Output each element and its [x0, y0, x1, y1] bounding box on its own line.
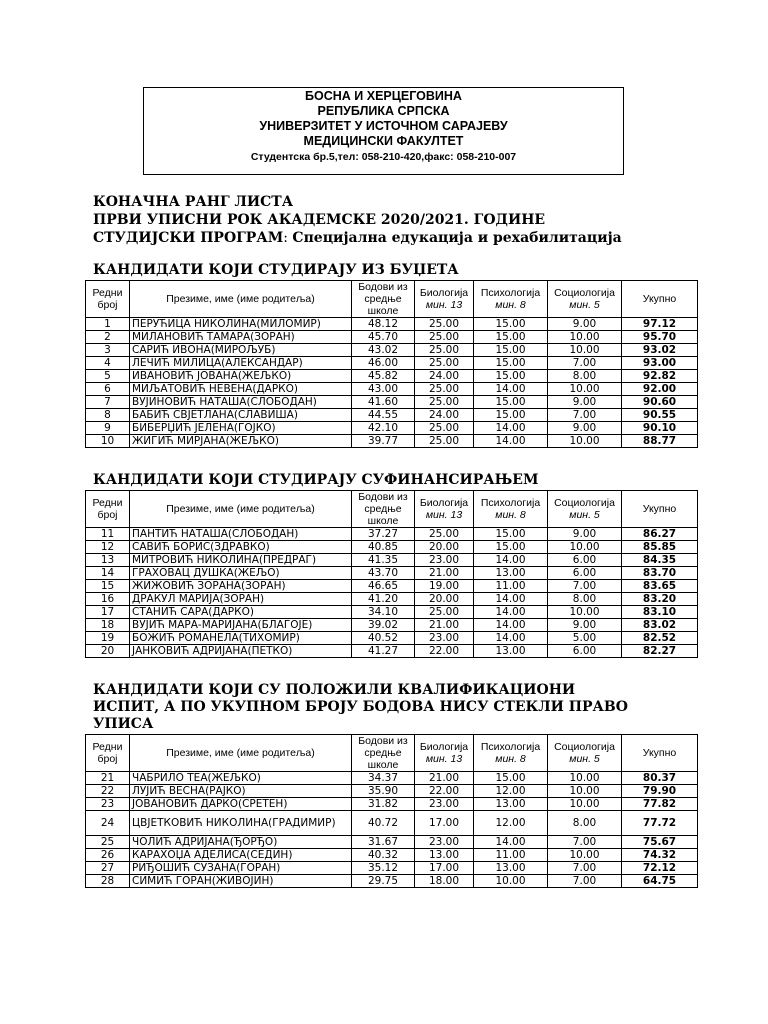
cell-psychology: 13.00: [474, 798, 548, 811]
cell-biology: 22.00: [415, 645, 474, 658]
col-rank: Редни број: [86, 735, 130, 772]
cell-name: ЛУЈИЋ ВЕСНА(РАЈКО): [130, 785, 352, 798]
cell-rank: 1: [86, 318, 130, 331]
cell-total: 93.00: [622, 357, 698, 370]
cell-name: СИМИЋ ГОРАН(ЖИВОЈИН): [130, 875, 352, 888]
col-rank: Редни број: [86, 281, 130, 318]
col-bio-label: Биологија: [419, 741, 469, 753]
cell-sociology: 10.00: [548, 772, 622, 785]
table-row: [86, 645, 698, 658]
cell-name: САВИЋ БОРИС(ЗДРАВКО): [130, 541, 352, 554]
cell-name: ИВАНОВИЋ ЈОВАНА(ЖЕЉКО): [130, 370, 352, 383]
cell-biology: 25.00: [415, 435, 474, 448]
cell-school-points: 45.82: [352, 370, 415, 383]
cell-name: РИЂОШИЋ СУЗАНА(ГОРАН): [130, 862, 352, 875]
table-row: [86, 811, 698, 836]
cell-sociology: 9.00: [548, 396, 622, 409]
cell-school-points: 40.85: [352, 541, 415, 554]
cell-school-points: 46.65: [352, 580, 415, 593]
cell-rank: 4: [86, 357, 130, 370]
cell-biology: 25.00: [415, 331, 474, 344]
cell-biology: 23.00: [415, 798, 474, 811]
cell-name: СТАНИЋ САРА(ДАРКО): [130, 606, 352, 619]
cell-biology: 21.00: [415, 567, 474, 580]
cell-total: 77.72: [622, 811, 698, 836]
cell-biology: 25.00: [415, 344, 474, 357]
cell-total: 97.12: [622, 318, 698, 331]
table-row: [86, 632, 698, 645]
cell-school-points: 46.00: [352, 357, 415, 370]
cell-biology: 18.00: [415, 875, 474, 888]
cell-psychology: 13.00: [474, 862, 548, 875]
col-name: Презиме, име (име родитеља): [130, 491, 352, 528]
table-row: [86, 567, 698, 580]
col-total: Укупно: [622, 281, 698, 318]
cell-psychology: 15.00: [474, 357, 548, 370]
cell-total: 64.75: [622, 875, 698, 888]
cell-biology: 22.00: [415, 785, 474, 798]
table-row: [86, 554, 698, 567]
cell-sociology: 5.00: [548, 632, 622, 645]
cell-total: 88.77: [622, 435, 698, 448]
title-line-1: КОНАЧНА РАНГ ЛИСТА: [93, 194, 294, 210]
cell-name: МИТРОВИЋ НИКОЛИНА(ПРЕДРАГ): [130, 554, 352, 567]
cell-sociology: 10.00: [548, 383, 622, 396]
cell-total: 85.85: [622, 541, 698, 554]
cell-school-points: 42.10: [352, 422, 415, 435]
title-program: СТУДИЈСКИ ПРОГРАМ: Специјална едукација и рехабилитација: [93, 230, 622, 246]
cell-school-points: 40.72: [352, 811, 415, 836]
cell-school-points: 34.10: [352, 606, 415, 619]
cell-biology: 23.00: [415, 632, 474, 645]
cell-biology: 25.00: [415, 396, 474, 409]
cell-sociology: 9.00: [548, 528, 622, 541]
cell-name: БИБЕРЏИЋ ЈЕЛЕНА(ГОЈКО): [130, 422, 352, 435]
cell-biology: 21.00: [415, 619, 474, 632]
cell-sociology: 10.00: [548, 435, 622, 448]
col-psy-min: мин. 8: [495, 299, 526, 311]
cell-psychology: 14.00: [474, 554, 548, 567]
cell-name: ЛЕЧИЋ МИЛИЦА(АЛЕКСАНДАР): [130, 357, 352, 370]
cell-name: БОЖИЋ РОМАНЕЛА(ТИХОМИР): [130, 632, 352, 645]
cell-biology: 19.00: [415, 580, 474, 593]
cell-total: 83.02: [622, 619, 698, 632]
cell-sociology: 9.00: [548, 619, 622, 632]
cell-sociology: 6.00: [548, 554, 622, 567]
cell-total: 83.10: [622, 606, 698, 619]
cell-sociology: 7.00: [548, 862, 622, 875]
cell-school-points: 41.27: [352, 645, 415, 658]
cell-name: ПАНТИЋ НАТАША(СЛОБОДАН): [130, 528, 352, 541]
table-row: [86, 396, 698, 409]
cell-sociology: 7.00: [548, 836, 622, 849]
cell-name: ДРАКУЛ МАРИЈА(ЗОРАН): [130, 593, 352, 606]
cell-rank: 6: [86, 383, 130, 396]
cell-psychology: 14.00: [474, 606, 548, 619]
col-psy-label: Психологија: [480, 741, 541, 753]
section-title-cofinanced: КАНДИДАТИ КОЈИ СТУДИРАЈУ СУФИНАНСИРАЊЕМ: [93, 472, 539, 488]
cell-name: ПЕРУЋИЦА НИКОЛИНА(МИЛОМИР): [130, 318, 352, 331]
col-soc-min: мин. 5: [569, 753, 600, 765]
cell-total: 86.27: [622, 528, 698, 541]
cell-biology: 25.00: [415, 606, 474, 619]
table-row: [86, 357, 698, 370]
cell-psychology: 11.00: [474, 849, 548, 862]
cell-rank: 23: [86, 798, 130, 811]
cell-biology: 25.00: [415, 383, 474, 396]
cell-sociology: 10.00: [548, 606, 622, 619]
cell-total: 95.70: [622, 331, 698, 344]
cell-name: ЖИГИЋ МИРЈАНА(ЖЕЉКО): [130, 435, 352, 448]
cell-biology: 23.00: [415, 554, 474, 567]
cell-school-points: 31.67: [352, 836, 415, 849]
cell-name: ЈОВАНОВИЋ ДАРКО(СРЕТЕН): [130, 798, 352, 811]
header-university: УНИВЕРЗИТЕТ У ИСТОЧНОМ САРАЈЕВУ: [259, 119, 508, 133]
section-title-line-3: УПИСА: [93, 716, 154, 732]
cell-psychology: 15.00: [474, 528, 548, 541]
cell-sociology: 10.00: [548, 541, 622, 554]
header-country: БОСНА И ХЕРЦЕГОВИНА: [305, 89, 462, 103]
cell-school-points: 43.70: [352, 567, 415, 580]
table-header-row: [86, 491, 698, 528]
cell-psychology: 11.00: [474, 580, 548, 593]
col-bio-min: мин. 13: [425, 299, 463, 311]
col-bio: [415, 281, 474, 318]
section-title-not-admitted: [93, 682, 693, 733]
cell-biology: 23.00: [415, 836, 474, 849]
cell-psychology: 14.00: [474, 619, 548, 632]
cell-rank: 24: [86, 811, 130, 836]
cell-sociology: 10.00: [548, 344, 622, 357]
cell-name: ГРАХОВАЦ ДУШКА(ЖЕЉО): [130, 567, 352, 580]
cell-school-points: 43.02: [352, 344, 415, 357]
cell-biology: 24.00: [415, 409, 474, 422]
table-budget: [85, 280, 698, 448]
cell-total: 79.90: [622, 785, 698, 798]
cell-rank: 22: [86, 785, 130, 798]
cell-school-points: 35.12: [352, 862, 415, 875]
cell-sociology: 9.00: [548, 318, 622, 331]
table-header-row: [86, 735, 698, 772]
cell-total: 75.67: [622, 836, 698, 849]
col-soc-label: Социологија: [554, 741, 615, 753]
table-row: [86, 409, 698, 422]
cell-sociology: 7.00: [548, 875, 622, 888]
cell-school-points: 44.55: [352, 409, 415, 422]
table-row: [86, 619, 698, 632]
col-psy-min: мин. 8: [495, 753, 526, 765]
table-row: [86, 785, 698, 798]
cell-biology: 20.00: [415, 593, 474, 606]
cell-biology: 17.00: [415, 811, 474, 836]
col-soc: [548, 735, 622, 772]
col-soc-min: мин. 5: [569, 299, 600, 311]
cell-biology: 21.00: [415, 772, 474, 785]
cell-rank: 14: [86, 567, 130, 580]
cell-total: 90.55: [622, 409, 698, 422]
cell-biology: 25.00: [415, 318, 474, 331]
cell-psychology: 14.00: [474, 422, 548, 435]
col-soc: [548, 281, 622, 318]
cell-total: 72.12: [622, 862, 698, 875]
col-soc-label: Социологија: [554, 287, 615, 299]
cell-school-points: 35.90: [352, 785, 415, 798]
cell-sociology: 7.00: [548, 409, 622, 422]
cell-total: 90.60: [622, 396, 698, 409]
cell-school-points: 29.75: [352, 875, 415, 888]
cell-school-points: 41.35: [352, 554, 415, 567]
col-name: Презиме, име (име родитеља): [130, 281, 352, 318]
section-title-budget: КАНДИДАТИ КОЈИ СТУДИРАЈУ ИЗ БУЏЕТА: [93, 262, 459, 278]
cell-school-points: 40.52: [352, 632, 415, 645]
cell-total: 83.70: [622, 567, 698, 580]
cell-rank: 8: [86, 409, 130, 422]
table-row: [86, 383, 698, 396]
cell-total: 82.27: [622, 645, 698, 658]
cell-total: 80.37: [622, 772, 698, 785]
cell-name: ЧАБРИЛО ТЕА(ЖЕЉКО): [130, 772, 352, 785]
cell-name: ЖИЖОВИЋ ЗОРАНА(ЗОРАН): [130, 580, 352, 593]
cell-total: 77.82: [622, 798, 698, 811]
cell-school-points: 41.20: [352, 593, 415, 606]
cell-psychology: 13.00: [474, 645, 548, 658]
table-not-admitted: [85, 734, 698, 888]
cell-sociology: 10.00: [548, 798, 622, 811]
table-row: [86, 593, 698, 606]
cell-rank: 2: [86, 331, 130, 344]
table-row: [86, 370, 698, 383]
cell-psychology: 13.00: [474, 567, 548, 580]
document-title: [93, 193, 622, 247]
cell-rank: 16: [86, 593, 130, 606]
cell-rank: 15: [86, 580, 130, 593]
cell-total: 82.52: [622, 632, 698, 645]
cell-name: ЧОЛИЋ АДРИЈАНА(ЂОРЂО): [130, 836, 352, 849]
cell-rank: 25: [86, 836, 130, 849]
col-psy-label: Психологија: [480, 497, 541, 509]
cell-biology: 25.00: [415, 357, 474, 370]
cell-biology: 25.00: [415, 528, 474, 541]
cell-rank: 19: [86, 632, 130, 645]
section-title-line-2: ИСПИТ, А ПО УКУПНОМ БРОЈУ БОДОВА НИСУ СТЕКЛИ ПРАВО: [93, 699, 628, 715]
cell-name: ЦВЈЕТКОВИЋ НИКОЛИНА(ГРАДИМИР): [130, 811, 352, 836]
cell-total: 84.35: [622, 554, 698, 567]
cell-psychology: 15.00: [474, 344, 548, 357]
cell-total: 90.10: [622, 422, 698, 435]
cell-total: 93.02: [622, 344, 698, 357]
table-row: [86, 606, 698, 619]
cell-rank: 7: [86, 396, 130, 409]
cell-school-points: 41.60: [352, 396, 415, 409]
cell-biology: 25.00: [415, 422, 474, 435]
cell-rank: 12: [86, 541, 130, 554]
table-row: [86, 836, 698, 849]
cell-psychology: 12.00: [474, 785, 548, 798]
cell-name: САРИЋ ИВОНА(МИРОЉУБ): [130, 344, 352, 357]
cell-total: 83.20: [622, 593, 698, 606]
table-row: [86, 875, 698, 888]
table-row: [86, 849, 698, 862]
table-row: [86, 528, 698, 541]
col-soc-min: мин. 5: [569, 509, 600, 521]
cell-total: 74.32: [622, 849, 698, 862]
table-row: [86, 318, 698, 331]
cell-sociology: 7.00: [548, 357, 622, 370]
cell-psychology: 15.00: [474, 370, 548, 383]
col-rank: Редни број: [86, 491, 130, 528]
cell-rank: 21: [86, 772, 130, 785]
cell-name: ВУЈИЋ МАРА-МАРИЈАНА(БЛАГОЈЕ): [130, 619, 352, 632]
cell-rank: 26: [86, 849, 130, 862]
cell-rank: 10: [86, 435, 130, 448]
cell-school-points: 45.70: [352, 331, 415, 344]
table-row: [86, 580, 698, 593]
cell-psychology: 15.00: [474, 409, 548, 422]
table-row: [86, 344, 698, 357]
col-psy: [474, 281, 548, 318]
col-bio-min: мин. 13: [425, 753, 463, 765]
cell-rank: 13: [86, 554, 130, 567]
cell-psychology: 14.00: [474, 593, 548, 606]
cell-sociology: 9.00: [548, 422, 622, 435]
cell-rank: 17: [86, 606, 130, 619]
cell-school-points: 34.37: [352, 772, 415, 785]
cell-school-points: 31.82: [352, 798, 415, 811]
cell-psychology: 14.00: [474, 836, 548, 849]
cell-sociology: 8.00: [548, 593, 622, 606]
table-header-row: [86, 281, 698, 318]
col-psy-min: мин. 8: [495, 509, 526, 521]
cell-rank: 3: [86, 344, 130, 357]
cell-biology: 17.00: [415, 862, 474, 875]
col-bio-label: Биологија: [419, 287, 469, 299]
cell-total: 92.00: [622, 383, 698, 396]
table-row: [86, 422, 698, 435]
cell-psychology: 15.00: [474, 396, 548, 409]
table-row: [86, 331, 698, 344]
col-bio-label: Биологија: [419, 497, 469, 509]
col-school: Бодови из средње школе: [352, 735, 415, 772]
col-psy: [474, 735, 548, 772]
cell-sociology: 10.00: [548, 849, 622, 862]
cell-psychology: 14.00: [474, 632, 548, 645]
cell-sociology: 8.00: [548, 370, 622, 383]
table-row: [86, 772, 698, 785]
cell-biology: 24.00: [415, 370, 474, 383]
table-row: [86, 541, 698, 554]
cell-rank: 5: [86, 370, 130, 383]
cell-rank: 27: [86, 862, 130, 875]
table-row: [86, 798, 698, 811]
col-soc: [548, 491, 622, 528]
cell-rank: 28: [86, 875, 130, 888]
col-psy: [474, 491, 548, 528]
cell-sociology: 10.00: [548, 785, 622, 798]
table-row: [86, 435, 698, 448]
cell-sociology: 10.00: [548, 331, 622, 344]
cell-psychology: 15.00: [474, 541, 548, 554]
cell-name: КАРАХОЏА АДЕЛИСА(СЕДИН): [130, 849, 352, 862]
col-bio-min: мин. 13: [425, 509, 463, 521]
col-bio: [415, 491, 474, 528]
program-label: СТУДИЈСКИ ПРОГРАМ: [93, 230, 284, 246]
cell-school-points: 39.77: [352, 435, 415, 448]
cell-name: ВУЈИНОВИЋ НАТАША(СЛОБОДАН): [130, 396, 352, 409]
header-faculty: МЕДИЦИНСКИ ФАКУЛТЕТ: [303, 134, 464, 148]
cell-sociology: 6.00: [548, 567, 622, 580]
cell-biology: 20.00: [415, 541, 474, 554]
col-name: Презиме, име (име родитеља): [130, 735, 352, 772]
cell-school-points: 39.02: [352, 619, 415, 632]
cell-psychology: 14.00: [474, 383, 548, 396]
cell-psychology: 12.00: [474, 811, 548, 836]
table-row: [86, 862, 698, 875]
cell-psychology: 14.00: [474, 435, 548, 448]
cell-rank: 18: [86, 619, 130, 632]
title-line-2: ПРВИ УПИСНИ РОК АКАДЕМСКЕ 2020/2021. ГОДИНЕ: [93, 212, 546, 228]
col-bio: [415, 735, 474, 772]
cell-psychology: 15.00: [474, 772, 548, 785]
cell-rank: 9: [86, 422, 130, 435]
cell-rank: 11: [86, 528, 130, 541]
cell-school-points: 40.32: [352, 849, 415, 862]
col-total: Укупно: [622, 491, 698, 528]
cell-psychology: 10.00: [474, 875, 548, 888]
cell-total: 92.82: [622, 370, 698, 383]
cell-school-points: 43.00: [352, 383, 415, 396]
cell-name: ЈАНКОВИЋ АДРИЈАНА(ПЕТКО): [130, 645, 352, 658]
cell-psychology: 15.00: [474, 318, 548, 331]
col-soc-label: Социологија: [554, 497, 615, 509]
col-school: Бодови из средње школе: [352, 281, 415, 318]
cell-sociology: 6.00: [548, 645, 622, 658]
section-title-line-1: КАНДИДАТИ КОЈИ СУ ПОЛОЖИЛИ КВАЛИФИКАЦИОНИ: [93, 682, 576, 698]
cell-name: МИЉАТОВИЋ НЕВЕНА(ДАРКО): [130, 383, 352, 396]
program-value: Специјална едукација и рехабилитација: [292, 230, 622, 246]
faculty-header: [143, 87, 624, 175]
header-entity: РЕПУБЛИКА СРПСКА: [317, 104, 450, 118]
cell-total: 83.65: [622, 580, 698, 593]
cell-name: БАБИЋ СВЈЕТЛАНА(СЛАВИША): [130, 409, 352, 422]
cell-school-points: 37.27: [352, 528, 415, 541]
header-contact: Студентска бр.5,тел: 058-210-420,факс: 058-210-007: [250, 151, 517, 163]
cell-biology: 13.00: [415, 849, 474, 862]
table-cofinanced: [85, 490, 698, 658]
cell-sociology: 8.00: [548, 811, 622, 836]
cell-school-points: 48.12: [352, 318, 415, 331]
col-school: Бодови из средње школе: [352, 491, 415, 528]
cell-psychology: 15.00: [474, 331, 548, 344]
cell-rank: 20: [86, 645, 130, 658]
cell-name: МИЛАНОВИЋ ТАМАРА(ЗОРАН): [130, 331, 352, 344]
cell-sociology: 7.00: [548, 580, 622, 593]
col-psy-label: Психологија: [480, 287, 541, 299]
col-total: Укупно: [622, 735, 698, 772]
